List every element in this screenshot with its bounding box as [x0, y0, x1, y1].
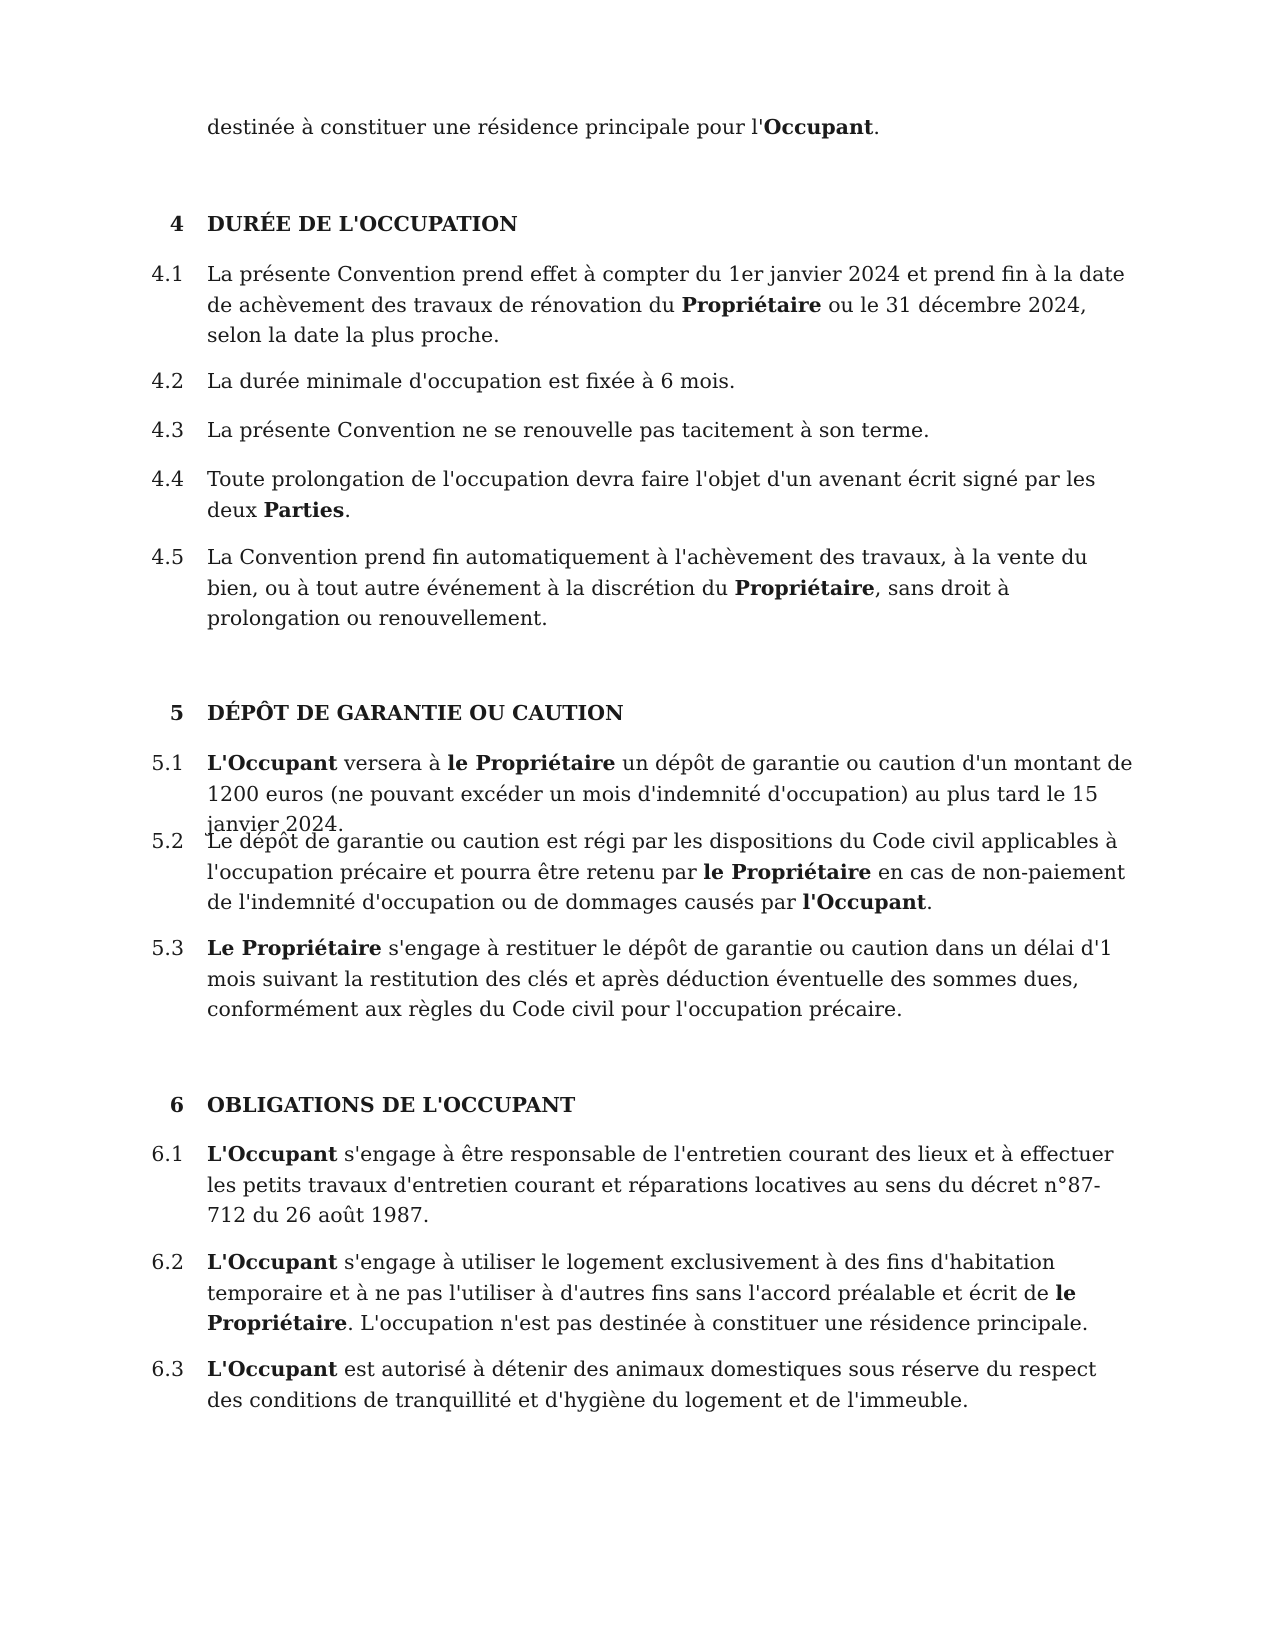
clause-text: [207, 259, 1137, 351]
clause-text: [207, 366, 1137, 397]
text-run: , sans droit à prolongation ou renouvellement.: [207, 575, 1010, 630]
clause-text: [207, 542, 1137, 634]
bold-term: l'Occupant: [802, 890, 927, 914]
clause-text: [207, 464, 1137, 525]
text-run: s'engage à utiliser le logement exclusivement à des fins d'habitation temporaire et à ne pas l'utiliser à d'autres fins sans l'accord préalable et écrit de: [207, 1250, 1056, 1305]
text-run: .: [344, 497, 351, 522]
clause-number: 6.1: [151, 1142, 184, 1166]
bold-term: le Propriétaire: [703, 859, 872, 884]
clause-text: [207, 1139, 1137, 1231]
clause-text: [207, 1247, 1137, 1339]
bold-term: le Propriétaire: [207, 1280, 1077, 1335]
section-title: DÉPÔT DE GARANTIE OU CAUTION: [207, 701, 624, 725]
section-number: 4: [169, 212, 184, 236]
paragraph-text: [207, 112, 1137, 143]
text-run: . L'occupation n'est pas destinée à constituer une résidence principale.: [347, 1311, 1089, 1335]
section-title: DURÉE DE L'OCCUPATION: [207, 212, 518, 236]
clause-text: [207, 826, 1137, 918]
text-run: versera à: [337, 751, 448, 775]
bold-term: Propriétaire: [681, 292, 822, 317]
text-run: La Convention prend fin automatiquement à l'achèvement des travaux, à la vente du bien, ou à tout autre événement à la discrétion du: [207, 545, 1088, 600]
clause-number: 4.1: [151, 262, 184, 286]
bold-term: L'Occupant: [207, 1357, 338, 1381]
text-run: .: [926, 890, 933, 914]
text-run: ou le 31 décembre 2024, selon la date la plus proche.: [207, 292, 1087, 347]
text-run: destinée à constituer une résidence principale pour l': [207, 115, 764, 139]
text-run: Le dépôt de garantie ou caution est régi par les dispositions du Code civil applicables à l'occupation précaire et pourra être retenu par: [207, 829, 1118, 884]
text-run: s'engage à être responsable de l'entretien courant des lieux et à effectuer les petits travaux d'entretien courant et réparations locatives au sens du décret n°87-712 du 26 août 1987.: [207, 1142, 1114, 1227]
text-run: La présente Convention ne se renouvelle pas tacitement à son terme.: [207, 418, 930, 442]
section-number: 5: [169, 701, 184, 725]
text-run: un dépôt de garantie ou caution d'un montant de 1200 euros (ne pouvant excéder un mois d'indemnité d'occupation) au plus tard le 15 janvier 2024.: [207, 751, 1133, 836]
text-run: s'engage à restituer le dépôt de garantie ou caution dans un délai d'1 mois suivant la restitution des clés et après déduction éventuelle des sommes dues, conformément aux règles du Code civil pour l'occupation précaire.: [207, 936, 1113, 1021]
section-number: 6: [169, 1093, 184, 1117]
clause-number: 6.2: [151, 1250, 184, 1274]
text-run: est autorisé à détenir des animaux domestiques sous réserve du respect des conditions de tranquillité et d'hygiène du logement et de l'immeuble.: [207, 1357, 1097, 1412]
bold-term: Propriétaire: [734, 575, 875, 600]
clause-text: [207, 1354, 1137, 1415]
clause-number: 6.3: [151, 1357, 184, 1381]
text-run: La présente Convention prend effet à compter du 1er janvier 2024 et prend fin à la date de achèvement des travaux de rénovation du: [207, 262, 1125, 317]
clause-number: 4.2: [151, 369, 184, 393]
clause-number: 5.1: [151, 751, 184, 775]
text-run: en cas de non-paiement de l'indemnité d'occupation ou de dommages causés par: [207, 859, 1126, 914]
clause-number: 5.3: [151, 936, 184, 960]
clause-text: [207, 415, 1137, 446]
clause-number: 5.2: [151, 829, 184, 853]
clause-text: [207, 933, 1137, 1025]
clause-number: 4.4: [151, 467, 184, 491]
text-run: .: [873, 115, 880, 139]
bold-term: le Propriétaire: [447, 751, 616, 775]
bold-term: L'Occupant: [207, 1250, 338, 1274]
clause-number: 4.3: [151, 418, 184, 442]
text-run: Toute prolongation de l'occupation devra faire l'objet d'un avenant écrit signé par les deux: [207, 467, 1096, 522]
bold-term: Le Propriétaire: [207, 936, 382, 960]
section-title: OBLIGATIONS DE L'OCCUPANT: [207, 1093, 576, 1117]
clause-number: 4.5: [151, 545, 184, 569]
bold-term: Occupant: [763, 115, 874, 139]
bold-term: L'Occupant: [207, 1142, 338, 1166]
bold-term: Parties: [263, 497, 345, 522]
bold-term: L'Occupant: [207, 751, 338, 775]
text-run: La durée minimale d'occupation est fixée à 6 mois.: [207, 369, 736, 393]
